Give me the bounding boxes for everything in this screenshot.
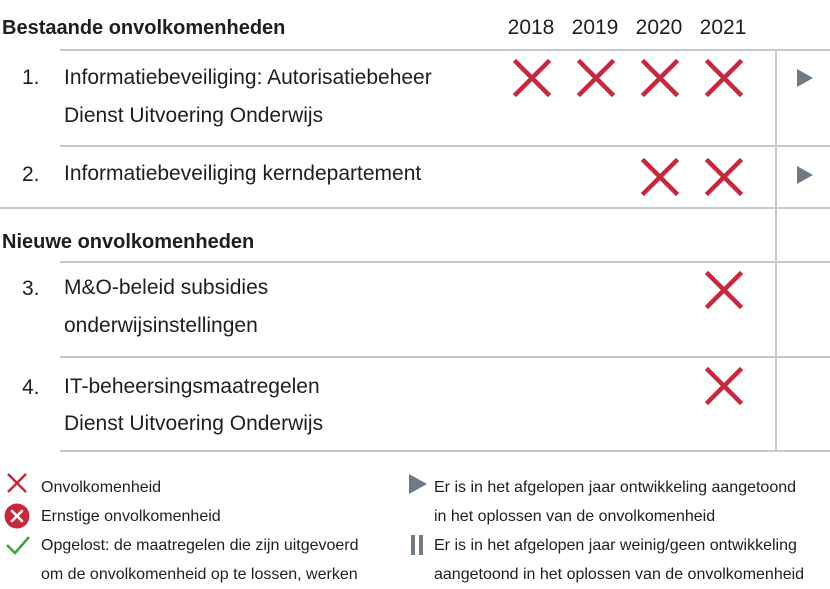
legend-ontwikkeling: Er is in het afgelopen jaar ontwikkeling aangetoond — [434, 479, 797, 496]
divider — [60, 356, 830, 358]
play-arrow-icon[interactable] — [797, 166, 813, 184]
divider — [60, 261, 830, 263]
row-title: IT-beheersingsmaatregelen — [64, 375, 320, 398]
year-header-2019: 2019 — [571, 16, 619, 39]
cross-icon — [576, 58, 616, 98]
row-title: M&O-beleid subsidies — [64, 276, 269, 299]
play-arrow-icon[interactable] — [797, 69, 813, 87]
cross-icon — [640, 157, 680, 197]
cross-icon — [704, 270, 744, 310]
row-number: 3. — [22, 277, 40, 300]
year-header-2021: 2021 — [699, 16, 747, 39]
trend-column-divider — [775, 49, 777, 452]
section-title-existing: Bestaande onvolkomenheden — [2, 17, 286, 39]
legend-cross-icon — [6, 472, 28, 494]
row-title: Informatiebeveiliging kerndepartement — [64, 162, 422, 185]
cross-icon — [640, 58, 680, 98]
legend-pause-icon — [410, 535, 424, 555]
section-title-new: Nieuwe onvolkomenheden — [2, 231, 255, 253]
legend-opgelost-line2: om de onvolkomenheid op te lossen, werken — [41, 566, 358, 583]
row-number: 1. — [22, 66, 40, 89]
legend-opgelost: Opgelost: de maatregelen die zijn uitgevoerd — [41, 537, 359, 554]
year-header-2018: 2018 — [507, 16, 555, 39]
year-header-2020: 2020 — [635, 16, 683, 39]
legend-serious-cross-icon — [4, 503, 30, 529]
legend-onvolkomenheid: Onvolkomenheid — [41, 479, 162, 496]
legend-arrow-icon — [409, 474, 427, 494]
row-title-line2: Dienst Uitvoering Onderwijs — [64, 104, 324, 127]
cross-icon — [704, 366, 744, 406]
cross-icon — [512, 58, 552, 98]
row-number: 2. — [22, 163, 40, 186]
row-title-line2: Dienst Uitvoering Onderwijs — [64, 412, 324, 435]
legend-ontwikkeling-line2: in het oplossen van de onvolkomenheid — [434, 508, 716, 525]
legend-ernstig: Ernstige onvolkomenheid — [41, 508, 221, 525]
row-title: Informatiebeveiliging: Autorisatiebeheer — [64, 66, 432, 89]
legend-geen: Er is in het afgelopen jaar weinig/geen ontwikkeling — [434, 537, 797, 554]
legend-geen-line2: aangetoond in het oplossen van de onvolkomenheid — [434, 566, 805, 583]
divider — [60, 145, 830, 147]
divider — [60, 450, 830, 452]
cross-icon — [704, 58, 744, 98]
row-title-line2: onderwijsinstellingen — [64, 314, 258, 337]
divider — [0, 207, 830, 209]
cross-icon — [704, 157, 744, 197]
row-number: 4. — [22, 376, 40, 399]
divider — [60, 49, 830, 51]
legend-check-icon — [5, 534, 31, 556]
